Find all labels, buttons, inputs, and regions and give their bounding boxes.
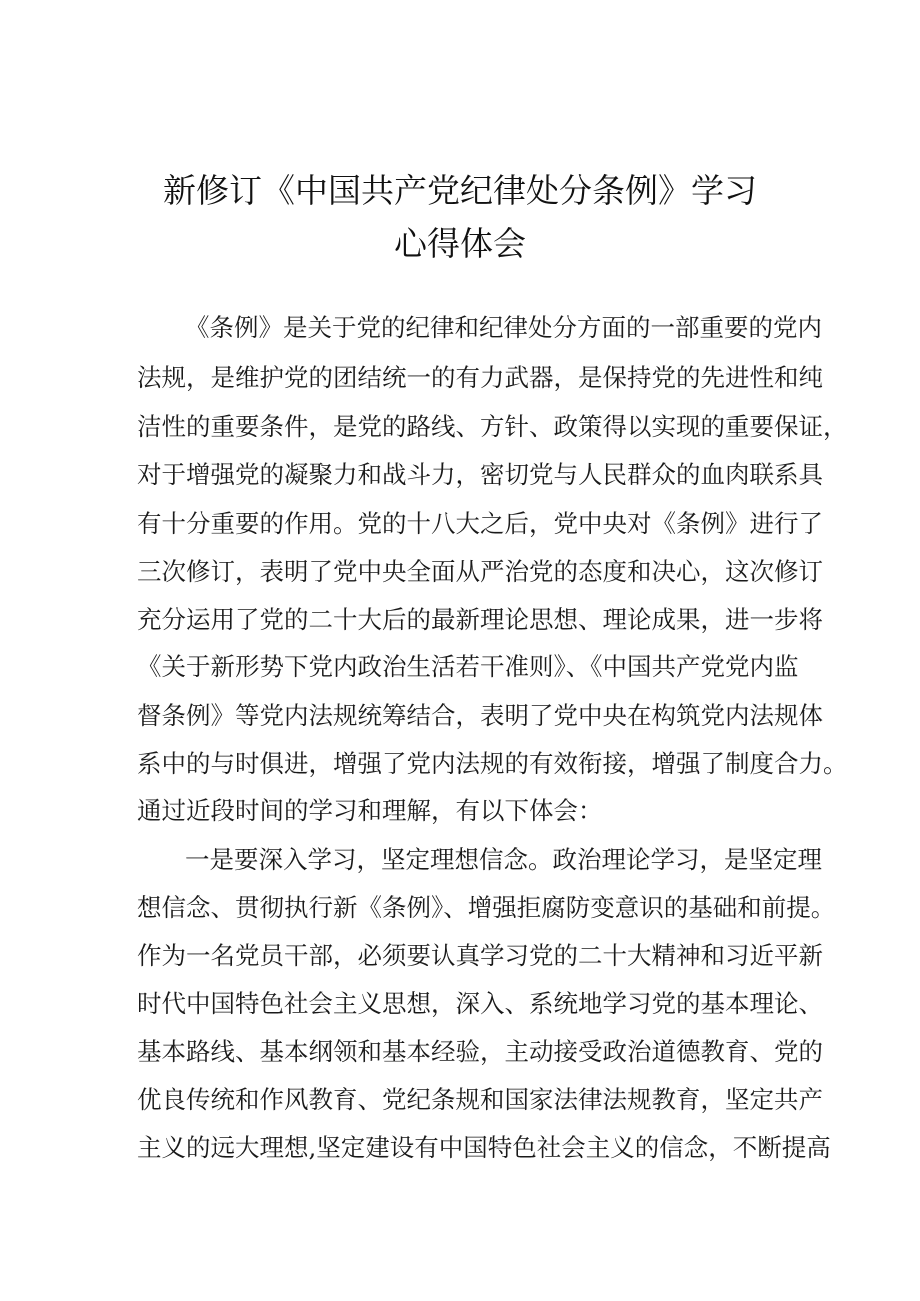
paragraph-2-line: 主义的远大理想,坚定建设有中国特色社会主义的信念，不断提高 [137,1133,831,1162]
paragraph-1-line: 充分运用了党的二十大后的最新理论思想、理论成果，进一步将 [137,605,823,634]
paragraph-2-line: 基本路线、基本纲领和基本经验，主动接受政治道德教育、党的 [137,1037,823,1066]
paragraph-1-line: 《关于新形势下党内政治生活若干准则》、《中国共产党党内监 [137,652,799,681]
paragraph-1-line: 洁性的重要条件，是党的路线、方针、政策得以实现的重要保证， [137,412,848,441]
paragraph-1-line: 《条例》是关于党的纪律和纪律处分方面的一部重要的党内 [185,313,822,342]
paragraph-1-line: 通过近段时间的学习和理解，有以下体会： [137,796,603,825]
paragraph-1-line: 对于增强党的凝聚力和战斗力，密切党与人民群众的血肉联系具 [137,460,823,489]
paragraph-1-line: 法规，是维护党的团结统一的有力武器，是保持党的先进性和纯 [137,363,823,392]
paragraph-2-line: 作为一名党员干部，必须要认真学习党的二十大精神和习近平新 [137,941,823,970]
paragraph-2-line: 时代中国特色社会主义思想，深入、系统地学习党的基本理论、 [137,989,823,1018]
paragraph-1-line: 三次修订，表明了党中央全面从严治党的态度和决心，这次修订 [137,557,823,586]
paragraph-1-line: 督条例》等党内法规统筹结合，表明了党中央在构筑党内法规体 [137,701,823,730]
paragraph-2-line: 想信念、贯彻执行新《条例》、增强拒腐防变意识的基础和前提。 [137,893,836,922]
paragraph-1-line: 系中的与时俱进，增强了党内法规的有效衔接，增强了制度合力。 [137,749,848,778]
document-title-line2: 心得体会 [394,224,526,263]
paragraph-2-line: 优良传统和作风教育、党纪条规和国家法律法规教育，坚定共产 [137,1085,823,1114]
document-title-line1: 新修订《中国共产党纪律处分条例》学习 [163,171,757,210]
paragraph-2-line: 一是要深入学习，坚定理想信念。政治理论学习，是坚定理 [185,845,822,874]
paragraph-1-line: 有十分重要的作用。党的十八大之后，党中央对《条例》进行了 [137,509,823,538]
